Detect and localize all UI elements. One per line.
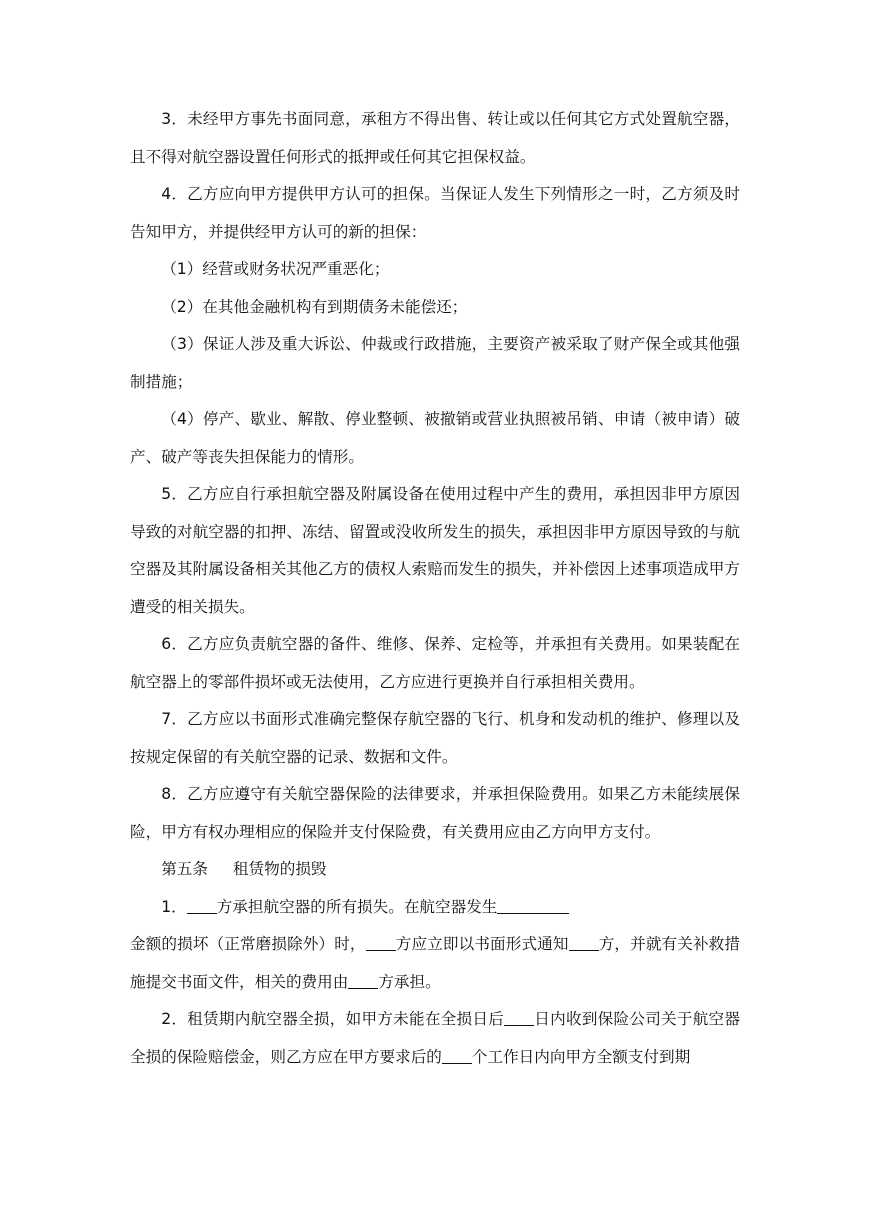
blank-field	[366, 935, 396, 952]
clause-text: 方承担航空器的所有损失。在航空器发生	[216, 897, 498, 916]
clause-4-item-1: （1）经营或财务状况严重恶化；	[161, 260, 390, 278]
blank-field	[442, 1047, 472, 1064]
blank-field	[497, 897, 569, 914]
clause-text: 2．租赁期内航空器全损，如甲方未能在全损日后	[161, 1010, 505, 1028]
article-number: 第五条	[161, 860, 208, 878]
clause-text: 金额的损坏（正常磨损除外）时，	[130, 935, 366, 953]
article-5-heading	[130, 851, 740, 889]
clause-text: 方承担。	[378, 972, 441, 991]
clause-4-item-3: （3）保证人涉及重大诉讼、仲裁或行政措施，主要资产被采取了财产保全或其他强制措施；	[130, 335, 740, 391]
blank-field	[504, 1010, 534, 1027]
article-5-clause-1-cont	[130, 926, 740, 1001]
clause-text: 方，并就有关补救措施提交书面文件，相关的费用由	[130, 935, 740, 991]
clause-text: 日内收到保险公司关于航空器全损的保险赔偿金，则乙方应在甲方要求后的	[130, 1010, 740, 1066]
blank-field	[569, 935, 599, 952]
article-5-clause-2	[130, 1001, 740, 1076]
article-5-clause-1-line	[130, 889, 740, 927]
blank-field	[187, 897, 217, 914]
article-title: 租赁物的损毁	[232, 860, 327, 878]
clause-text: 个工作日内向甲方全额支付到期	[471, 1047, 691, 1066]
clause-8: 8．乙方应遵守有关航空器保险的法律要求，并承担保险费用。如果乙方未能续展保险，甲方有权办理相应的保险并支付保险费，有关费用应由乙方向甲方支付。	[130, 785, 740, 841]
clause-5: 5．乙方应自行承担航空器及附属设备在使用过程中产生的费用，承担因非甲方原因导致的对航空器的扣押、冻结、留置或没收所发生的损失，承担因非甲方原因导致的与航空器及其附属设备相关其他乙方的债权人索赔而发生的损失，并补偿因上述事项造成甲方遭受的相关损失。	[130, 485, 740, 616]
clause-6: 6．乙方应负责航空器的备件、维修、保养、定检等，并承担有关费用。如果装配在航空器上的零部件损坏或无法使用，乙方应进行更换并自行承担相关费用。	[130, 635, 740, 691]
clause-4-item-4: （4）停产、歇业、解散、停业整顿、被撤销或营业执照被吊销、申请（被申请）破产、破产等丧失担保能力的情形。	[130, 410, 740, 466]
document-page	[130, 101, 740, 1076]
clause-4-item-2: （2）在其他金融机构有到期债务未能偿还；	[161, 297, 468, 316]
clause-7: 7．乙方应以书面形式准确完整保存航空器的飞行、机身和发动机的维护、修理以及按规定保留的有关航空器的记录、数据和文件。	[130, 710, 740, 766]
clause-number: 1．	[161, 897, 187, 916]
blank-field	[348, 972, 378, 989]
clause-3: 3．未经甲方事先书面同意，承租方不得出售、转让或以任何其它方式处置航空器，且不得对航空器设置任何形式的抵押或任何其它担保权益。	[130, 110, 740, 166]
clause-4: 4．乙方应向甲方提供甲方认可的担保。当保证人发生下列情形之一时，乙方须及时告知甲方，并提供经甲方认可的新的担保：	[130, 185, 740, 241]
clause-text: 方应立即以书面形式通知	[395, 935, 569, 953]
